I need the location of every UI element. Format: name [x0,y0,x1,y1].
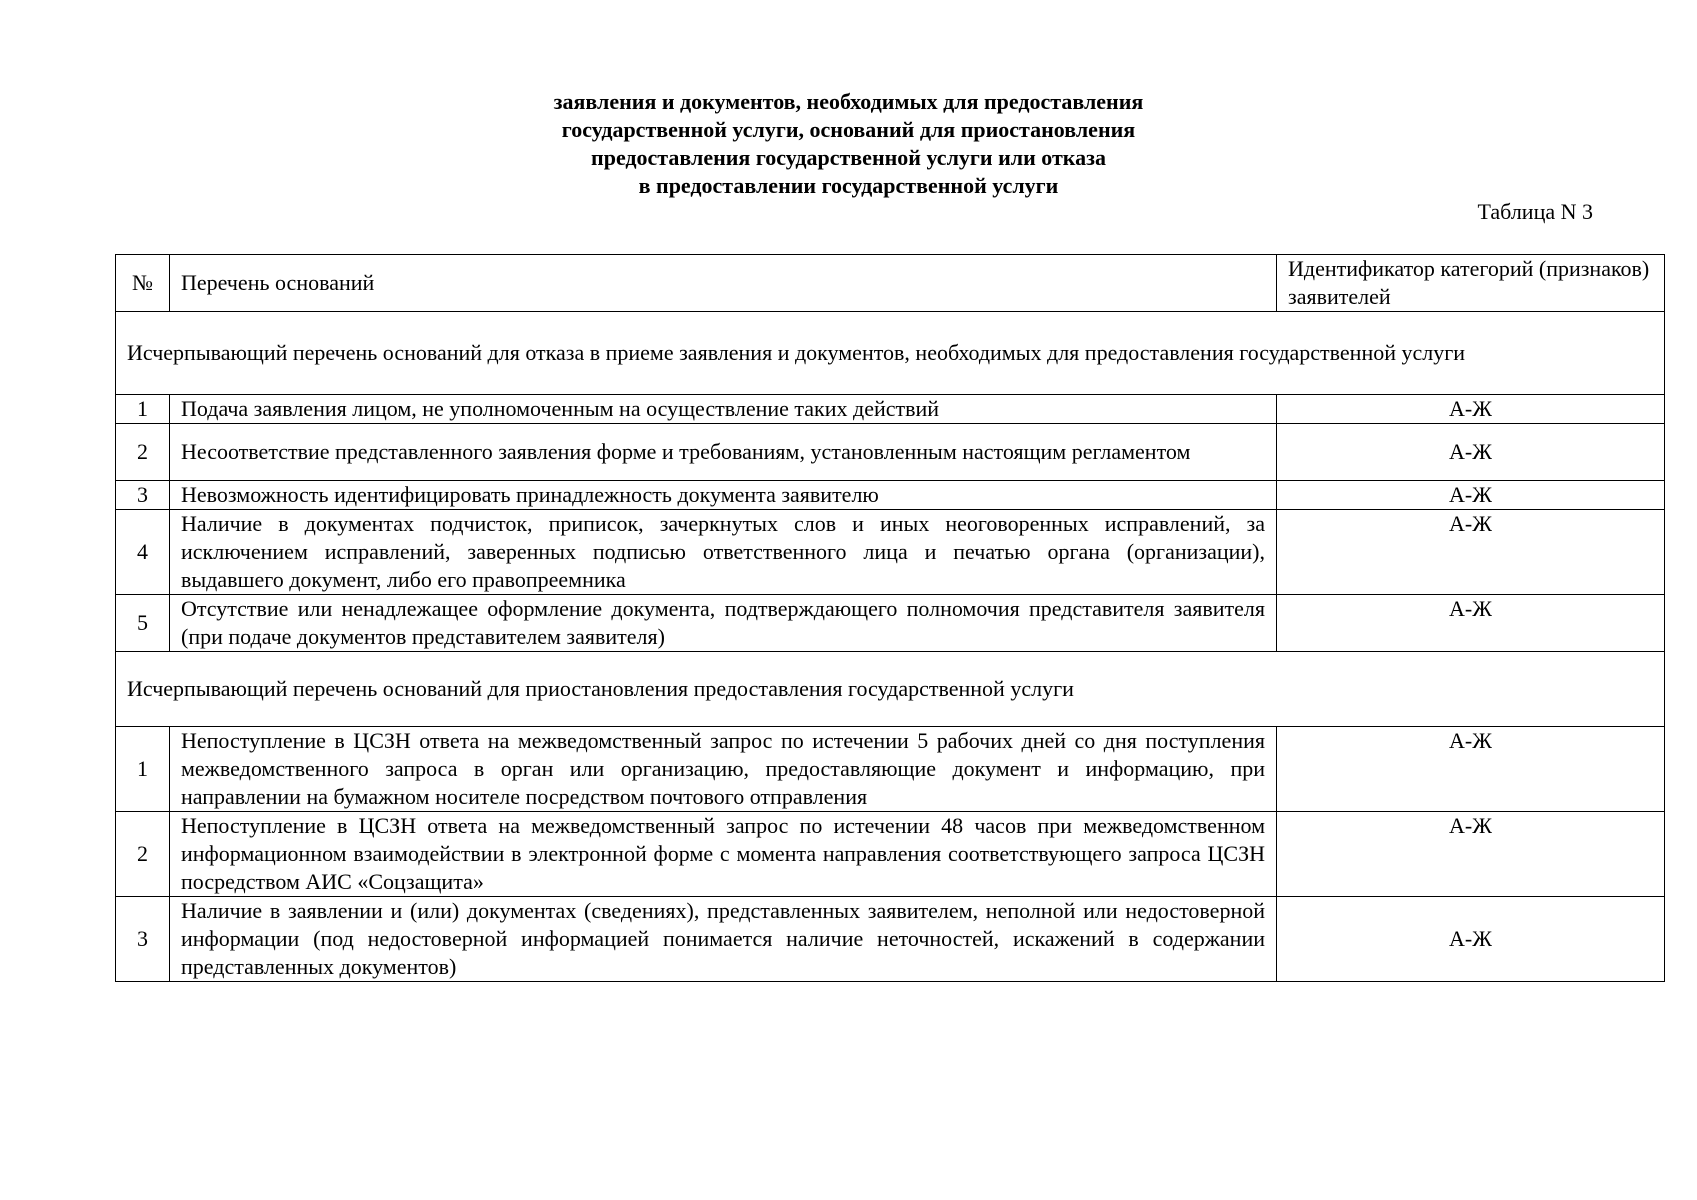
heading-line: предоставления государственной услуги или отказа [591,145,1106,170]
heading-line: заявления и документов, необходимых для предоставления [553,89,1144,114]
table-row [116,812,1665,897]
section-row [116,312,1665,395]
row-text: Подача заявления лицом, не уполномоченным на осуществление таких действий [170,395,1277,424]
row-num: 2 [116,812,170,897]
table-row [116,510,1665,595]
row-num: 5 [116,595,170,652]
row-category-code: А-Ж [1277,812,1665,897]
row-text: Наличие в заявлении и (или) документах (сведениях), представленных заявителем, неполной или недостоверной информации (под недостоверной информацией понимается наличие неточностей, искажений в содержании представленных документов) [170,897,1277,982]
table-row [116,595,1665,652]
row-num: 3 [116,897,170,982]
row-category-code: А-Ж [1277,595,1665,652]
row-category-code: А-Ж [1277,395,1665,424]
row-num: 2 [116,424,170,481]
row-num: 1 [116,395,170,424]
row-text: Непоступление в ЦСЗН ответа на межведомственный запрос по истечении 5 рабочих дней со дня поступления межведомственного запроса в орган или организацию, предоставляющие документ и информацию, при направлении на бумажном носителе посредством почтового отправления [170,727,1277,812]
row-category-code: А-Ж [1277,481,1665,510]
table-header-row [116,255,1665,312]
section-title: Исчерпывающий перечень оснований для приостановления предоставления государственной услуги [116,652,1665,727]
row-text: Отсутствие или ненадлежащее оформление документа, подтверждающего полномочия представителя заявителя (при подаче документов представителем заявителя) [170,595,1277,652]
table-row [116,395,1665,424]
table-row [116,897,1665,982]
document-heading [0,88,1697,200]
table-row [116,727,1665,812]
header-num: № [116,255,170,312]
heading-line: государственной услуги, оснований для приостановления [561,117,1136,142]
grounds-table [115,254,1665,982]
section-title: Исчерпывающий перечень оснований для отказа в приеме заявления и документов, необходимых для предоставления государственной услуги [116,312,1665,395]
heading-line: в предоставлении государственной услуги [638,173,1059,198]
table-row [116,424,1665,481]
table-row [116,481,1665,510]
row-category-code: А-Ж [1277,510,1665,595]
row-text: Непоступление в ЦСЗН ответа на межведомственный запрос по истечении 48 часов при межведомственном информационном взаимодействии в электронной форме с момента направления соответствующего запроса ЦСЗН посредством АИС «Соцзащита» [170,812,1277,897]
header-grounds: Перечень оснований [170,255,1277,312]
row-text: Несоответствие представленного заявления форме и требованиям, установленным настоящим регламентом [170,424,1277,481]
row-text: Невозможность идентифицировать принадлежность документа заявителю [170,481,1277,510]
section-row [116,652,1665,727]
row-num: 1 [116,727,170,812]
row-category-code: А-Ж [1277,424,1665,481]
row-num: 3 [116,481,170,510]
header-identifier: Идентификатор категорий (признаков) заявителей [1277,255,1665,312]
row-category-code: А-Ж [1277,897,1665,982]
table-number-label: Таблица N 3 [1477,199,1593,224]
row-category-code: А-Ж [1277,727,1665,812]
row-num: 4 [116,510,170,595]
row-text: Наличие в документах подчисток, приписок, зачеркнутых слов и иных неоговоренных исправлений, за исключением исправлений, заверенных подписью ответственного лица и печатью органа (организации), выдавшего документ, либо его правопреемника [170,510,1277,595]
